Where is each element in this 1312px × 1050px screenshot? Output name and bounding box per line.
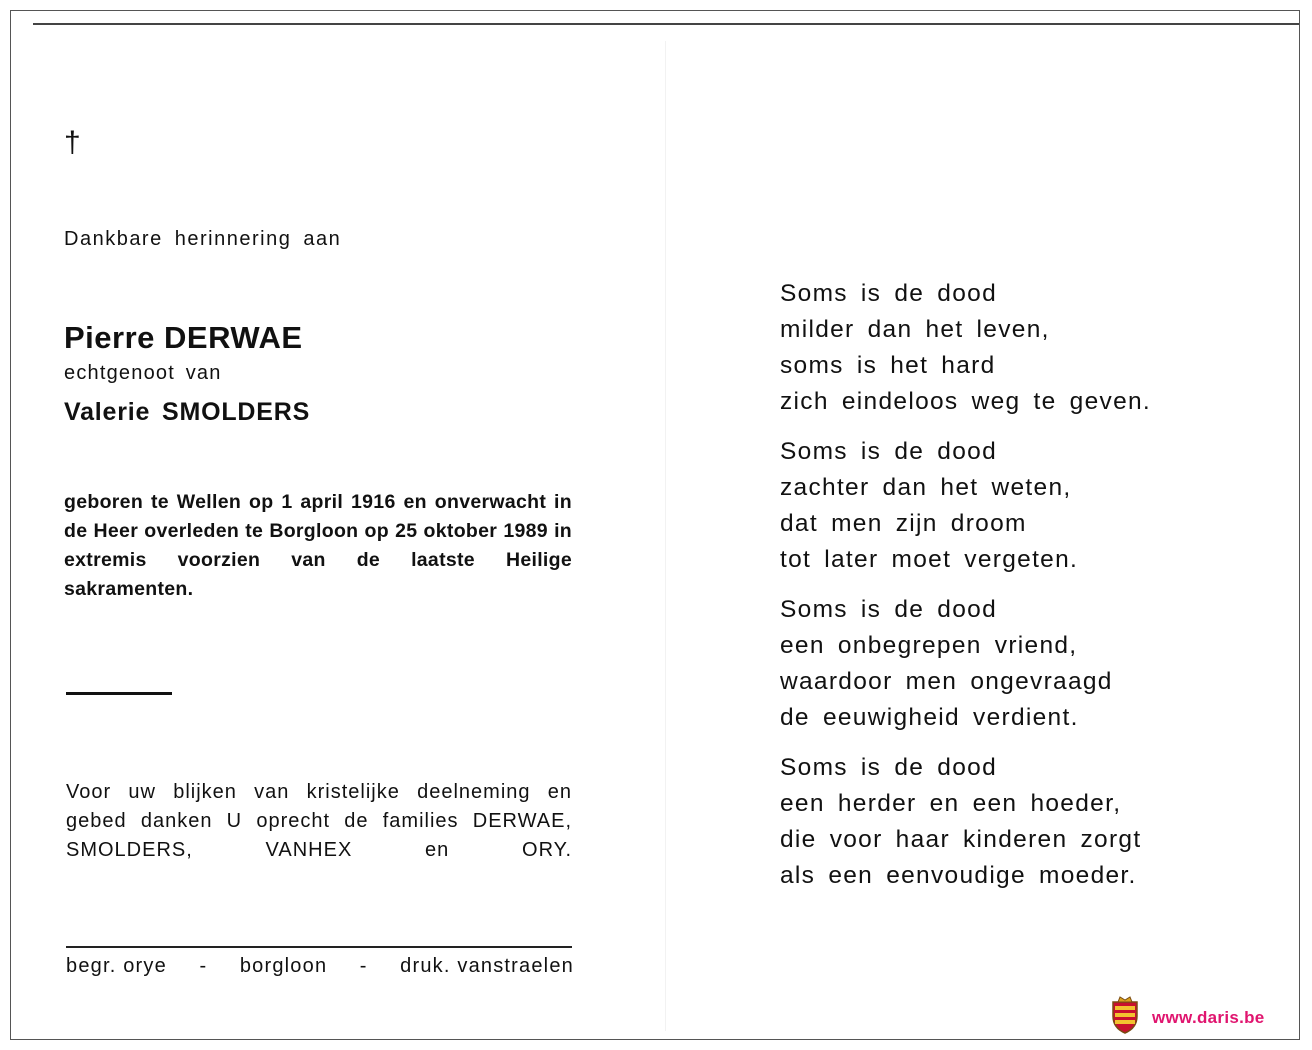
poem-stanza	[780, 434, 1151, 578]
thanks-text: Voor uw blijken van kristelijke deelneming en gebed danken U oprecht de families DERWAE, SMOLDERS, VANHEX en ORY.	[66, 781, 572, 861]
divider-long	[66, 946, 572, 948]
printer-separator: -	[359, 955, 368, 977]
intro-text: Dankbare herinnering aan	[64, 228, 342, 250]
divider-short	[66, 692, 172, 695]
spouse-name: Valerie SMOLDERS	[64, 398, 311, 426]
cross-icon: †	[64, 126, 81, 159]
poem-line: zich eindeloos weg te geven.	[780, 388, 1152, 415]
printer-line	[66, 955, 574, 978]
top-border-line	[33, 23, 1299, 25]
printer-part: begr. orye	[66, 955, 167, 977]
poem-line: milder dan het leven,	[780, 316, 1050, 343]
poem-line: soms is het hard	[780, 352, 996, 379]
poem-line: dat men zijn droom	[780, 510, 1027, 537]
poem-line: een onbegrepen vriend,	[780, 632, 1078, 659]
poem-line: de eeuwigheid verdient.	[780, 704, 1079, 731]
printer-part: druk. vanstraelen	[400, 955, 574, 977]
poem-line: zachter dan het weten,	[780, 474, 1072, 501]
poem-stanza	[780, 592, 1151, 736]
deceased-name: Pierre DERWAE	[64, 320, 303, 355]
printer-separator: -	[199, 955, 208, 977]
poem-line: waardoor men ongevraagd	[780, 668, 1113, 695]
poem-line: die voor haar kinderen zorgt	[780, 826, 1142, 853]
biography-text: geboren te Wellen op 1 april 1916 en onverwacht in de Heer overleden te Borgloon op 25 oktober 1989 in extremis voorzien van de laatste Heilige sakramenten.	[64, 491, 572, 600]
poem-stanza	[780, 276, 1151, 420]
spouse-label: echtgenoot van	[64, 362, 222, 384]
poem-line: Soms is de dood	[780, 596, 997, 623]
poem-line: als een eenvoudige moeder.	[780, 862, 1137, 889]
poem-line: Soms is de dood	[780, 754, 997, 781]
poem-line: Soms is de dood	[780, 438, 997, 465]
watermark-url[interactable]: www.daris.be	[1152, 1008, 1265, 1027]
crest-icon	[1110, 996, 1140, 1034]
poem-stanza	[780, 750, 1151, 894]
card-fold	[665, 41, 666, 1031]
poem-line: een herder en een hoeder,	[780, 790, 1122, 817]
poem	[780, 276, 1151, 908]
poem-line: tot later moet vergeten.	[780, 546, 1079, 573]
printer-part: borgloon	[239, 955, 328, 977]
poem-line: Soms is de dood	[780, 280, 997, 307]
